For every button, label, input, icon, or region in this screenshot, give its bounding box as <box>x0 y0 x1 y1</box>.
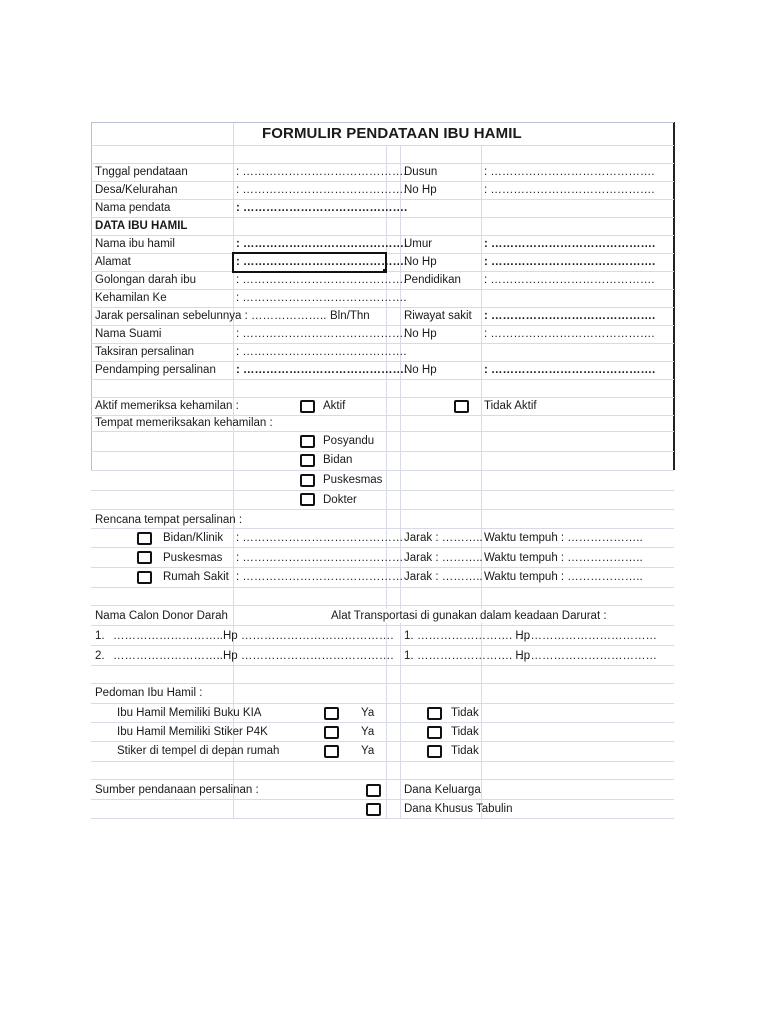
transport-row-2-hp[interactable]: ……………………………… <box>519 650 657 662</box>
option-bidan: Bidan <box>323 454 353 466</box>
checkbox-dana-keluarga[interactable] <box>366 784 381 797</box>
pedoman-row-2-label: Ibu Hamil Memiliki Stiker P4K <box>117 726 268 738</box>
field-rencana-puskesmas[interactable]: : …………………………………… <box>236 552 404 564</box>
checkbox-stiker-tidak[interactable] <box>427 745 442 758</box>
field-dusun[interactable]: : ……………………………………. <box>484 166 655 178</box>
field-tanggal[interactable]: : ……………………………………. <box>236 166 407 178</box>
field-pendidikan[interactable]: : ……………………………………. <box>484 274 655 286</box>
checkbox-kia-tidak[interactable] <box>427 707 442 720</box>
label-tidak-aktif: Tidak Aktif <box>484 400 537 412</box>
checkbox-dana-tabulin[interactable] <box>366 803 381 816</box>
grid-row-line <box>91 235 674 236</box>
option-dokter: Dokter <box>323 494 357 506</box>
grid-row-line <box>91 325 674 326</box>
checkbox-rumah-sakit[interactable] <box>137 571 152 584</box>
grid-row-line <box>91 379 674 380</box>
field-umur[interactable]: : ……………………………………. <box>484 238 656 250</box>
option-rumah-sakit: Rumah Sakit <box>163 571 229 583</box>
pedoman-row-3-ya: Ya <box>361 745 375 757</box>
donor-row-2-num: 2. <box>95 650 105 662</box>
grid-row-line <box>91 181 674 182</box>
label-nama-ibu: Nama ibu hamil <box>95 238 175 250</box>
pedoman-row-1-tidak: Tidak <box>451 707 479 719</box>
label-transport-heading: Alat Transportasi di gunakan dalam keadaan Darurat : <box>331 610 607 622</box>
field-golongan-darah[interactable]: : ……………………………………. <box>236 274 407 286</box>
selected-cell[interactable] <box>232 252 387 273</box>
grid-row-line <box>91 722 674 723</box>
grid-row-line <box>91 343 674 344</box>
checkbox-p4k-ya[interactable] <box>324 726 339 739</box>
option-bidan-klinik: Bidan/Klinik <box>163 532 224 544</box>
field-waktu-puskesmas[interactable]: Waktu tempuh : ……………….. <box>484 552 643 564</box>
field-jarak-puskesmas[interactable]: Jarak : ……….. <box>404 552 483 564</box>
transport-row-1-hp[interactable]: ……………………………… <box>519 630 657 642</box>
grid-row-line <box>91 587 674 588</box>
grid-row-line <box>91 547 674 548</box>
field-waktu-rumah-sakit[interactable]: Waktu tempuh : ……………….. <box>484 571 643 583</box>
option-posyandu: Posyandu <box>323 435 375 447</box>
label-umur: Umur <box>404 238 433 250</box>
option-puskesmas: Puskesmas <box>323 474 383 486</box>
field-rumah-sakit[interactable]: : …………………………………… <box>236 571 404 583</box>
grid-row-line <box>91 307 674 308</box>
checkbox-dokter[interactable] <box>300 493 315 506</box>
grid-row-line <box>91 397 674 398</box>
transport-row-2-name[interactable]: ……………………. Hp <box>417 650 531 662</box>
grid-row-line <box>91 509 674 510</box>
option-dana-keluarga: Dana Keluarga <box>404 784 481 796</box>
grid-row-line <box>91 625 674 626</box>
grid-row-line <box>91 528 674 529</box>
field-no-hp[interactable]: : ……………………………………. <box>484 184 655 196</box>
label-tanggal: Tnggal pendataan <box>95 166 188 178</box>
checkbox-aktif[interactable] <box>300 400 315 413</box>
option-dana-tabulin: Dana Khusus Tabulin <box>404 803 513 815</box>
checkbox-kia-ya[interactable] <box>324 707 339 720</box>
label-aktif: Aktif <box>323 400 346 412</box>
field-jarak-bidan-klinik[interactable]: Jarak : ……….. <box>404 532 483 544</box>
label-sumber-heading: Sumber pendanaan persalinan : <box>95 784 259 796</box>
label-taksiran: Taksiran persalinan <box>95 346 195 358</box>
grid-col-line <box>481 145 482 818</box>
checkbox-bidan[interactable] <box>300 454 315 467</box>
field-kehamilan-ke[interactable]: : ……………………………………. <box>236 292 407 304</box>
grid-row-line <box>91 703 674 704</box>
grid-row-line <box>91 645 674 646</box>
donor-row-1-name[interactable]: ……………………….. <box>113 630 223 642</box>
pedoman-row-3-tidak: Tidak <box>451 745 479 757</box>
grid-row-line <box>91 665 674 666</box>
field-no-hp-ibu[interactable]: : ……………………………………. <box>484 256 656 268</box>
label-pedoman-heading: Pedoman Ibu Hamil : <box>95 687 203 699</box>
field-alamat[interactable]: : ……………………………………. <box>236 256 408 268</box>
form-title: FORMULIR PENDATAAN IBU HAMIL <box>262 125 522 142</box>
transport-row-2-num: 1. <box>404 650 414 662</box>
grid-row-line <box>91 818 674 819</box>
field-nama-pendata[interactable]: : ……………………………………. <box>236 202 408 214</box>
field-waktu-bidan-klinik[interactable]: Waktu tempuh : ……………….. <box>484 532 643 544</box>
grid-row-line <box>91 683 674 684</box>
pedoman-row-3-label: Stiker di tempel di depan rumah <box>117 745 280 757</box>
label-no-hp-ibu: No Hp <box>404 256 437 268</box>
transport-row-1-name[interactable]: ……………………. Hp <box>417 630 531 642</box>
checkbox-puskesmas[interactable] <box>300 474 315 487</box>
pedoman-row-1-ya: Ya <box>361 707 375 719</box>
section-data-ibu-hamil: DATA IBU HAMIL <box>95 220 188 232</box>
label-aktif-question: Aktif memeriksa kehamilan : <box>95 400 239 412</box>
grid-row-line <box>91 799 674 800</box>
pedoman-row-1-label: Ibu Hamil Memiliki Buku KIA <box>117 707 262 719</box>
label-pendamping: Pendamping persalinan <box>95 364 216 376</box>
pedoman-row-2-ya: Ya <box>361 726 375 738</box>
label-alamat: Alamat <box>95 256 131 268</box>
label-kehamilan-ke: Kehamilan Ke <box>95 292 167 304</box>
field-desa[interactable]: : ……………………………………. <box>236 184 407 196</box>
checkbox-tidak-aktif[interactable] <box>454 400 469 413</box>
checkbox-posyandu[interactable] <box>300 435 315 448</box>
checkbox-rencana-puskesmas[interactable] <box>137 551 152 564</box>
donor-row-2-name[interactable]: ……………………….. <box>113 650 223 662</box>
label-no-hp-pendamping: No Hp <box>404 364 437 376</box>
grid-row-line <box>91 779 674 780</box>
label-nama-suami: Nama Suami <box>95 328 162 340</box>
checkbox-stiker-ya[interactable] <box>324 745 339 758</box>
label-rencana-question: Rencana tempat persalinan : <box>95 514 243 526</box>
sheet-right-edge <box>673 122 675 470</box>
label-golongan-darah: Golongan darah ibu <box>95 274 197 286</box>
grid-row-line <box>91 451 674 452</box>
grid-row-line <box>91 490 674 491</box>
label-nama-pendata: Nama pendata <box>95 202 171 214</box>
label-tempat-question: Tempat memeriksakan kehamilan : <box>95 417 273 429</box>
label-desa: Desa/Kelurahan <box>95 184 178 196</box>
label-bln-thn: Bln/Thn <box>330 310 370 322</box>
grid-row-line <box>91 741 674 742</box>
donor-row-1-num: 1. <box>95 630 105 642</box>
option-rencana-puskesmas: Puskesmas <box>163 552 223 564</box>
grid-row-line <box>91 605 674 606</box>
pedoman-row-2-tidak: Tidak <box>451 726 479 738</box>
grid-row-line <box>91 761 674 762</box>
label-dusun: Dusun <box>404 166 438 178</box>
grid-row-line <box>91 217 674 218</box>
field-taksiran[interactable]: : ……………………………………. <box>236 346 407 358</box>
grid-row-line <box>91 163 674 164</box>
grid-row-line <box>91 145 674 146</box>
label-no-hp-suami: No Hp <box>404 328 437 340</box>
sheet-top-edge <box>91 122 674 123</box>
field-nama-ibu[interactable]: : ……………………………………. <box>236 238 408 250</box>
grid-row-line <box>91 361 674 362</box>
transport-row-1-num: 1. <box>404 630 414 642</box>
label-jarak-persalinan: Jarak persalinan sebelunnya : ……………….. <box>95 310 327 322</box>
checkbox-bidan-klinik[interactable] <box>137 532 152 545</box>
label-pendidikan: Pendidikan <box>404 274 461 286</box>
field-pendamping[interactable]: : ……………………………………. <box>236 364 408 376</box>
donor-row-1-hp[interactable]: Hp …………………………………. <box>223 630 394 642</box>
field-jarak-rumah-sakit[interactable]: Jarak : ……….. <box>404 571 483 583</box>
field-no-hp-suami[interactable]: : ……………………………………. <box>484 328 655 340</box>
field-nama-suami[interactable]: : ……………………………………. <box>236 328 407 340</box>
grid-row-line <box>91 431 674 432</box>
sheet-left-edge <box>91 122 92 470</box>
grid-row-line <box>91 199 674 200</box>
label-riwayat-sakit: Riwayat sakit <box>404 310 472 322</box>
label-no-hp: No Hp <box>404 184 437 196</box>
donor-row-2-hp[interactable]: Hp …………………………………. <box>223 650 394 662</box>
grid-row-line <box>91 470 674 471</box>
checkbox-p4k-tidak[interactable] <box>427 726 442 739</box>
grid-row-line <box>91 289 674 290</box>
field-bidan-klinik[interactable]: : …………………………………… <box>236 532 404 544</box>
grid-row-line <box>91 567 674 568</box>
field-no-hp-pendamping[interactable]: : ……………………………………. <box>484 364 656 376</box>
field-riwayat-sakit[interactable]: : ……………………………………. <box>484 310 656 322</box>
label-donor-heading: Nama Calon Donor Darah <box>95 610 228 622</box>
